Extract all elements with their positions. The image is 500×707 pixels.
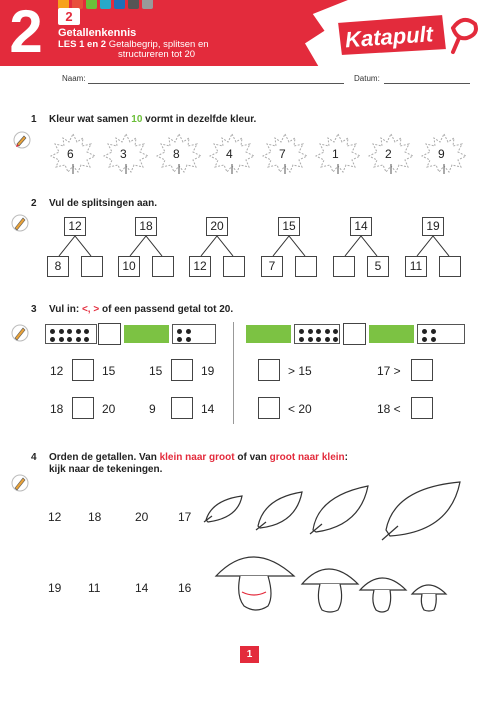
dot: [50, 329, 55, 334]
split-right-box[interactable]: [439, 256, 461, 277]
leaf-number: 7: [279, 147, 286, 161]
color-chip: [114, 0, 125, 9]
order-number: 18: [88, 510, 102, 524]
split-left-number: 12: [189, 256, 211, 277]
compare-number: 15: [102, 364, 116, 378]
exercise-4-title: [49, 452, 348, 476]
split-left-number: 7: [261, 256, 283, 277]
leaf-number: 1: [332, 147, 339, 161]
dot: [325, 337, 330, 342]
split-left-number: 11: [405, 256, 427, 277]
compare-expression: < 20: [288, 402, 312, 416]
dot: [316, 337, 321, 342]
topic-title: Getallenkennis: [58, 27, 137, 39]
katapult-logo: [333, 10, 483, 58]
lesson-label: LES 1 en 2: [58, 39, 107, 50]
order-number: 11: [88, 581, 101, 595]
ex4-title-c: :: [344, 452, 348, 463]
ex4-title-line2: kijk naar de tekeningen.: [49, 464, 163, 475]
split-right-box[interactable]: [295, 256, 317, 277]
color-chip: [128, 0, 139, 9]
exercise-4-number: 4: [31, 452, 37, 463]
leaf-number: 4: [226, 147, 233, 161]
split-right-box[interactable]: [81, 256, 103, 277]
dot: [431, 329, 436, 334]
dot: [299, 337, 304, 342]
exercise-2-number: 2: [31, 198, 37, 209]
compare-number: 18: [50, 402, 64, 416]
dot: [84, 337, 89, 342]
sub-number: 2: [58, 8, 80, 25]
ex4-title-h1: klein naar groot: [159, 452, 235, 463]
mushrooms-illustration: [210, 540, 460, 632]
dot: [325, 329, 330, 334]
lesson-subtitle: [58, 40, 308, 60]
ex4-title-b: of van: [234, 452, 270, 463]
leaf-number: 6: [67, 147, 74, 161]
page-number: 1: [240, 646, 259, 663]
exercise-3-title: [49, 304, 233, 315]
compare-number: 20: [102, 402, 116, 416]
pencil-icon: [11, 324, 29, 342]
ex3-title-a: Vul in:: [49, 304, 82, 315]
name-label: Naam:: [62, 74, 86, 83]
split-right-box[interactable]: [152, 256, 174, 277]
date-label: Datum:: [354, 74, 380, 83]
dot: [431, 337, 436, 342]
dot-card-4: [172, 324, 216, 344]
compare-expression: 18 <: [377, 402, 401, 416]
exercise-2-title: Vul de splitsingen aan.: [49, 198, 157, 209]
answer-box[interactable]: [343, 323, 366, 345]
order-number: 16: [178, 581, 192, 595]
dot: [76, 337, 81, 342]
compare-box[interactable]: [258, 397, 280, 419]
color-chip: [86, 0, 97, 9]
split-top-number: 14: [350, 217, 372, 236]
split-top-number: 20: [206, 217, 228, 236]
dot: [177, 329, 182, 334]
compare-number: 9: [149, 402, 156, 416]
color-chip: [142, 0, 153, 9]
dot: [76, 329, 81, 334]
dot: [186, 337, 191, 342]
dot: [67, 337, 72, 342]
ex4-title-a: Orden de getallen. Van: [49, 452, 160, 463]
split-left-box[interactable]: [333, 256, 355, 277]
split-top-number: 12: [64, 217, 86, 236]
dot: [422, 329, 427, 334]
dot-card-6: [294, 324, 340, 344]
dot: [316, 329, 321, 334]
leaf-small: [206, 496, 242, 522]
color-pencil-icon: [13, 131, 31, 149]
subtitle-line1: Getalbegrip, splitsen en: [108, 39, 209, 50]
leaf-largest: [386, 482, 460, 536]
mushroom-large: [302, 569, 358, 584]
dot: [422, 337, 427, 342]
compare-number: 15: [149, 364, 163, 378]
dot: [308, 337, 313, 342]
compare-box[interactable]: [258, 359, 280, 381]
brand-name: Katapult: [344, 21, 434, 53]
ex1-title-highlight: 10: [131, 114, 143, 125]
chapter-number: 2: [9, 0, 43, 65]
split-left-number: 8: [47, 256, 69, 277]
ex3-title-symbols: <, >: [81, 304, 100, 315]
mushroom-largest: [216, 557, 294, 576]
split-top-number: 18: [135, 217, 157, 236]
green-bar: [246, 325, 291, 343]
split-top-number: 19: [422, 217, 444, 236]
compare-expression: 17 >: [377, 364, 401, 378]
name-field[interactable]: [88, 83, 344, 84]
dot-card-10: [45, 324, 97, 344]
compare-expression: > 15: [288, 364, 312, 378]
dot: [50, 337, 55, 342]
split-right-number: 5: [367, 256, 389, 277]
order-number: 14: [135, 581, 149, 595]
ex1-title-a: Kleur wat samen: [49, 114, 132, 125]
compare-box[interactable]: [171, 397, 193, 419]
dot: [84, 329, 89, 334]
compare-box[interactable]: [171, 359, 193, 381]
dot: [186, 329, 191, 334]
order-number: 20: [135, 510, 149, 524]
dot: [59, 329, 64, 334]
dot: [67, 329, 72, 334]
exercise-3-number: 3: [31, 304, 37, 315]
pencil-icon: [11, 474, 29, 492]
green-bar: [124, 325, 169, 343]
pencil-icon: [11, 214, 29, 232]
date-field[interactable]: [384, 83, 470, 84]
answer-box[interactable]: [98, 323, 121, 345]
exercise-1-title: [49, 114, 256, 125]
split-right-box[interactable]: [223, 256, 245, 277]
dot-card-4: [417, 324, 465, 344]
subtitle-line2: structureren tot 20: [118, 49, 196, 60]
divider: [233, 322, 234, 424]
dot: [333, 329, 338, 334]
compare-box[interactable]: [411, 397, 433, 419]
dot: [177, 337, 182, 342]
compare-box[interactable]: [72, 397, 94, 419]
order-number: 19: [48, 581, 62, 595]
ex4-title-h2: groot naar klein: [269, 452, 345, 463]
mushroom-medium: [360, 578, 406, 590]
leaf-number: 2: [385, 147, 392, 161]
exercise-1-number: 1: [31, 114, 37, 125]
color-chip: [100, 0, 111, 9]
compare-number: 12: [50, 364, 64, 378]
leaf-number: 3: [120, 147, 127, 161]
compare-box[interactable]: [411, 359, 433, 381]
compare-number: 19: [201, 364, 215, 378]
leaf-number: 8: [173, 147, 180, 161]
mushroom-small: [412, 585, 446, 594]
compare-number: 14: [201, 402, 215, 416]
dot: [299, 329, 304, 334]
ex1-title-b: vormt in dezelfde kleur.: [142, 114, 257, 125]
order-number: 17: [178, 510, 192, 524]
leaf-number: 9: [438, 147, 445, 161]
ex3-title-b: of een passend getal tot 20.: [99, 304, 234, 315]
green-bar: [369, 325, 414, 343]
dot: [308, 329, 313, 334]
dot: [59, 337, 64, 342]
order-number: 12: [48, 510, 62, 524]
compare-box[interactable]: [72, 359, 94, 381]
dot: [333, 337, 338, 342]
split-top-number: 15: [278, 217, 300, 236]
split-left-number: 10: [118, 256, 140, 277]
